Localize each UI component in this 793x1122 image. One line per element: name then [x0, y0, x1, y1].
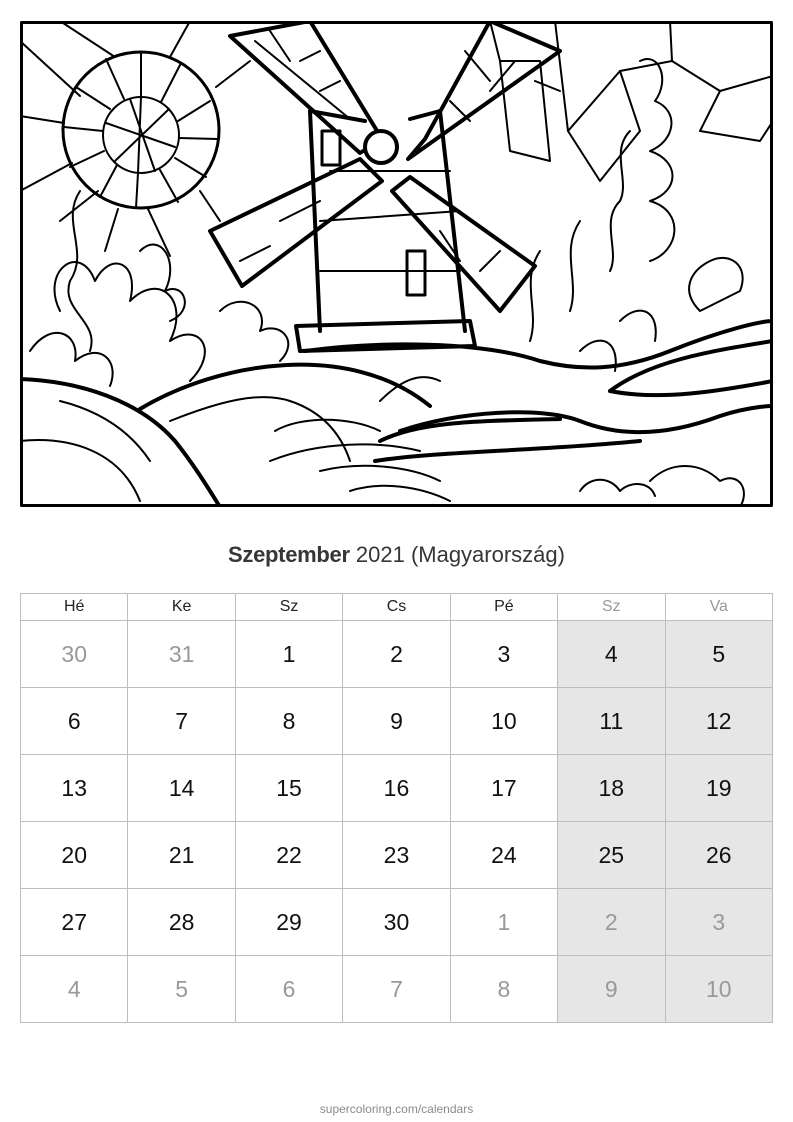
day-cell: 13 — [21, 755, 128, 822]
day-cell: 7 — [343, 956, 450, 1023]
day-cell: 1 — [450, 889, 557, 956]
day-cell: 6 — [235, 956, 342, 1023]
footer-source-link[interactable]: supercoloring.com/calendars — [319, 1102, 474, 1116]
day-cell: 9 — [343, 688, 450, 755]
title-year: 2021 — [355, 542, 405, 567]
day-cell-weekend: 25 — [558, 822, 665, 889]
day-cell-weekend: 5 — [665, 621, 772, 688]
day-cell: 10 — [450, 688, 557, 755]
day-cell-weekend: 2 — [558, 889, 665, 956]
week-row — [21, 822, 773, 889]
weekday-header-tue: Ke — [128, 594, 235, 621]
weekday-header-mon: Hé — [21, 594, 128, 621]
day-cell-weekend: 4 — [558, 621, 665, 688]
day-cell: 14 — [128, 755, 235, 822]
weekday-header-sun: Va — [665, 594, 772, 621]
day-cell: 22 — [235, 822, 342, 889]
week-row — [21, 688, 773, 755]
windmill-coloring-artwork — [20, 21, 773, 507]
week-row — [21, 956, 773, 1023]
day-cell: 8 — [450, 956, 557, 1023]
day-cell: 7 — [128, 688, 235, 755]
day-cell-weekend: 11 — [558, 688, 665, 755]
week-row — [21, 889, 773, 956]
day-cell: 20 — [21, 822, 128, 889]
calendar-title — [0, 542, 793, 568]
weekday-header-sat: Sz — [558, 594, 665, 621]
day-cell: 16 — [343, 755, 450, 822]
title-region: (Magyarország) — [410, 542, 565, 567]
weekday-header-fri: Pé — [450, 594, 557, 621]
day-cell: 30 — [21, 621, 128, 688]
day-cell: 24 — [450, 822, 557, 889]
day-cell: 30 — [343, 889, 450, 956]
day-cell-weekend: 19 — [665, 755, 772, 822]
day-cell-weekend: 26 — [665, 822, 772, 889]
week-row — [21, 621, 773, 688]
day-cell: 5 — [128, 956, 235, 1023]
weekday-header-row — [21, 594, 773, 621]
day-cell: 2 — [343, 621, 450, 688]
day-cell-weekend: 12 — [665, 688, 772, 755]
weekday-header-wed: Sz — [235, 594, 342, 621]
day-cell-weekend: 9 — [558, 956, 665, 1023]
day-cell: 23 — [343, 822, 450, 889]
day-cell: 4 — [21, 956, 128, 1023]
day-cell: 27 — [21, 889, 128, 956]
day-cell: 17 — [450, 755, 557, 822]
day-cell-weekend: 18 — [558, 755, 665, 822]
day-cell: 29 — [235, 889, 342, 956]
day-cell: 28 — [128, 889, 235, 956]
title-month: Szeptember — [228, 542, 350, 567]
day-cell: 21 — [128, 822, 235, 889]
day-cell: 6 — [21, 688, 128, 755]
day-cell: 15 — [235, 755, 342, 822]
day-cell: 3 — [450, 621, 557, 688]
day-cell: 1 — [235, 621, 342, 688]
weekday-header-thu: Cs — [343, 594, 450, 621]
month-calendar-grid — [20, 593, 773, 1023]
day-cell: 8 — [235, 688, 342, 755]
week-row — [21, 755, 773, 822]
day-cell-weekend: 3 — [665, 889, 772, 956]
day-cell: 31 — [128, 621, 235, 688]
day-cell-weekend: 10 — [665, 956, 772, 1023]
